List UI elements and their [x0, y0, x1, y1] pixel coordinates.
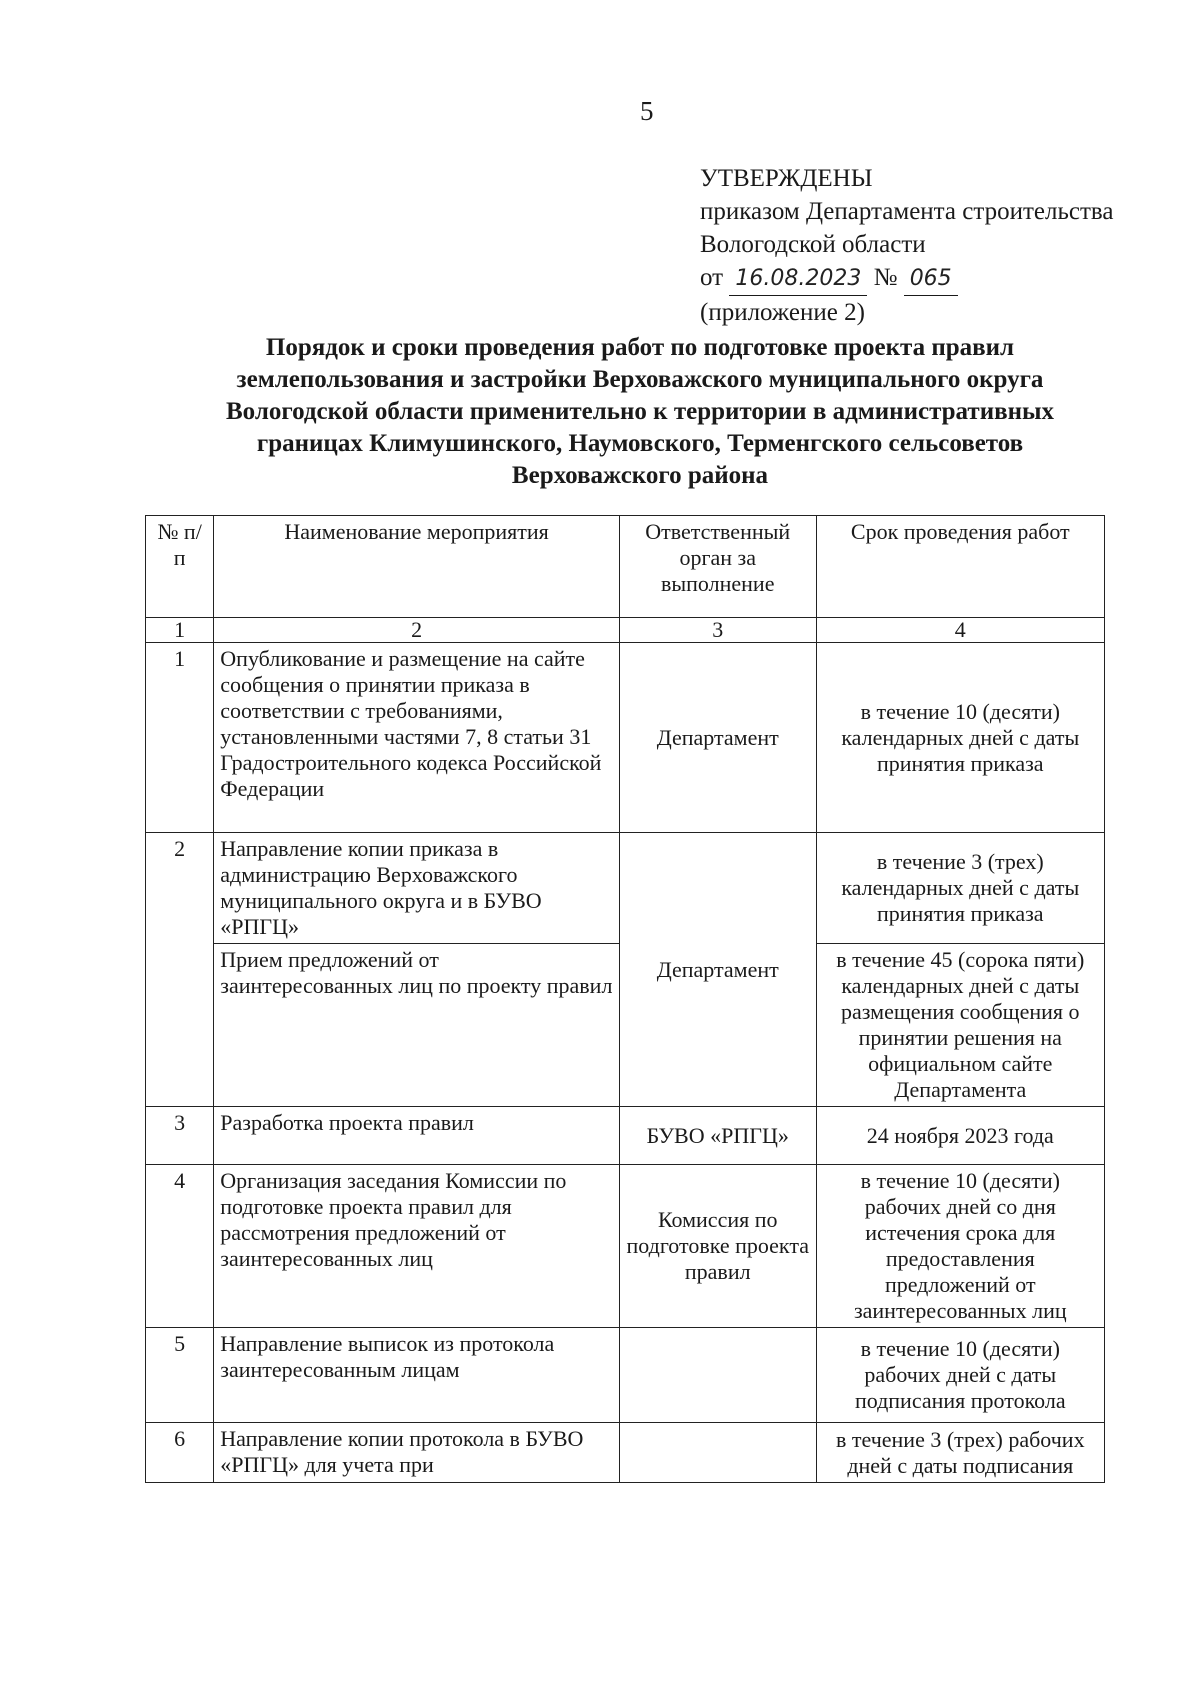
activity-cell: Направление выписок из протокола заинтересованным лицам — [214, 1328, 620, 1423]
term-cell: в течение 45 (сорока пяти) календарных дней с даты размещения сообщения о принятии решения на официальном сайте Департамента — [816, 944, 1104, 1107]
table-row — [146, 1107, 1105, 1165]
title-line: границах Климушинского, Наумовского, Терменгского сельсоветов — [256, 430, 1024, 457]
activity-cell: Организация заседания Комиссии по подготовке проекта правил для рассмотрения предложений от заинтересованных лиц — [214, 1165, 620, 1328]
activity-cell: Направление копии приказа в администрацию Верховажского муниципального округа и в БУВО «РПГЦ» — [214, 833, 620, 944]
row-number: 6 — [146, 1423, 214, 1483]
page-number: 5 — [640, 96, 654, 126]
column-number-row — [146, 618, 1105, 643]
responsible-cell: БУВО «РПГЦ» — [619, 1107, 816, 1165]
row-number: 3 — [146, 1107, 214, 1165]
approval-heading: УТВЕРЖДЕНЫ — [700, 165, 873, 192]
number-sign: № — [873, 264, 898, 291]
schedule-table — [145, 515, 1105, 1483]
date-prefix: от — [700, 264, 724, 291]
term-cell: в течение 10 (десяти) календарных дней с даты принятия приказа — [816, 643, 1104, 833]
row-number: 5 — [146, 1328, 214, 1423]
term-cell: в течение 10 (десяти) рабочих дней со дня истечения срока для предоставления предложений от заинтересованных лиц — [816, 1165, 1104, 1328]
approval-line-1: приказом Департамента строительства — [700, 198, 1114, 225]
activity-cell: Прием предложений от заинтересованных лиц по проекту правил — [214, 944, 620, 1107]
handwritten-number: 065 — [904, 262, 958, 296]
row-number: 4 — [146, 1165, 214, 1328]
responsible-cell: Департамент — [619, 643, 816, 833]
header-responsible: Ответственный орган за выполнение — [619, 516, 816, 618]
table-row — [146, 643, 1105, 833]
column-number: 3 — [619, 618, 816, 643]
table-header-row — [146, 516, 1105, 618]
table-row — [146, 1328, 1105, 1423]
approval-appendix: (приложение 2) — [700, 299, 865, 326]
term-cell: в течение 3 (трех) календарных дней с даты принятия приказа — [816, 833, 1104, 944]
approval-stamp — [700, 162, 1113, 329]
table-row — [146, 833, 1105, 944]
responsible-cell — [619, 1328, 816, 1423]
term-cell: 24 ноября 2023 года — [816, 1107, 1104, 1165]
table-row — [146, 1165, 1105, 1328]
header-number: № п/п — [146, 516, 214, 618]
title-line: землепользования и застройки Верховажского муниципального округа — [236, 366, 1044, 393]
title-line: Верховажского района — [511, 462, 769, 489]
activity-cell: Направление копии протокола в БУВО «РПГЦ» для учета при — [214, 1423, 620, 1483]
table-row — [146, 1423, 1105, 1483]
activity-cell: Разработка проекта правил — [214, 1107, 620, 1165]
responsible-cell: Комиссия по подготовке проекта правил — [619, 1165, 816, 1328]
column-number: 4 — [816, 618, 1104, 643]
document-title — [180, 332, 1100, 492]
column-number: 1 — [146, 618, 214, 643]
approval-line-2: Вологодской области — [700, 231, 926, 258]
title-line: Порядок и сроки проведения работ по подготовке проекта правил — [265, 334, 1015, 361]
term-cell: в течение 10 (десяти) рабочих дней с даты подписания протокола — [816, 1328, 1104, 1423]
header-activity: Наименование мероприятия — [214, 516, 620, 618]
term-cell: в течение 3 (трех) рабочих дней с даты подписания — [816, 1423, 1104, 1483]
row-number: 1 — [146, 643, 214, 833]
header-term: Срок проведения работ — [816, 516, 1104, 618]
responsible-cell: Департамент — [619, 833, 816, 1107]
handwritten-date: 16.08.2023 — [729, 262, 867, 296]
activity-cell: Опубликование и размещение на сайте сообщения о принятии приказа в соответствии с требованиями, установленными частями 7, 8 статьи 31 Градостроительного кодекса Российской Федерации — [214, 643, 620, 833]
column-number: 2 — [214, 618, 620, 643]
approval-date-line — [700, 261, 1113, 296]
row-number: 2 — [146, 833, 214, 1107]
title-line: Вологодской области применительно к территории в административных — [225, 398, 1055, 425]
responsible-cell — [619, 1423, 816, 1483]
